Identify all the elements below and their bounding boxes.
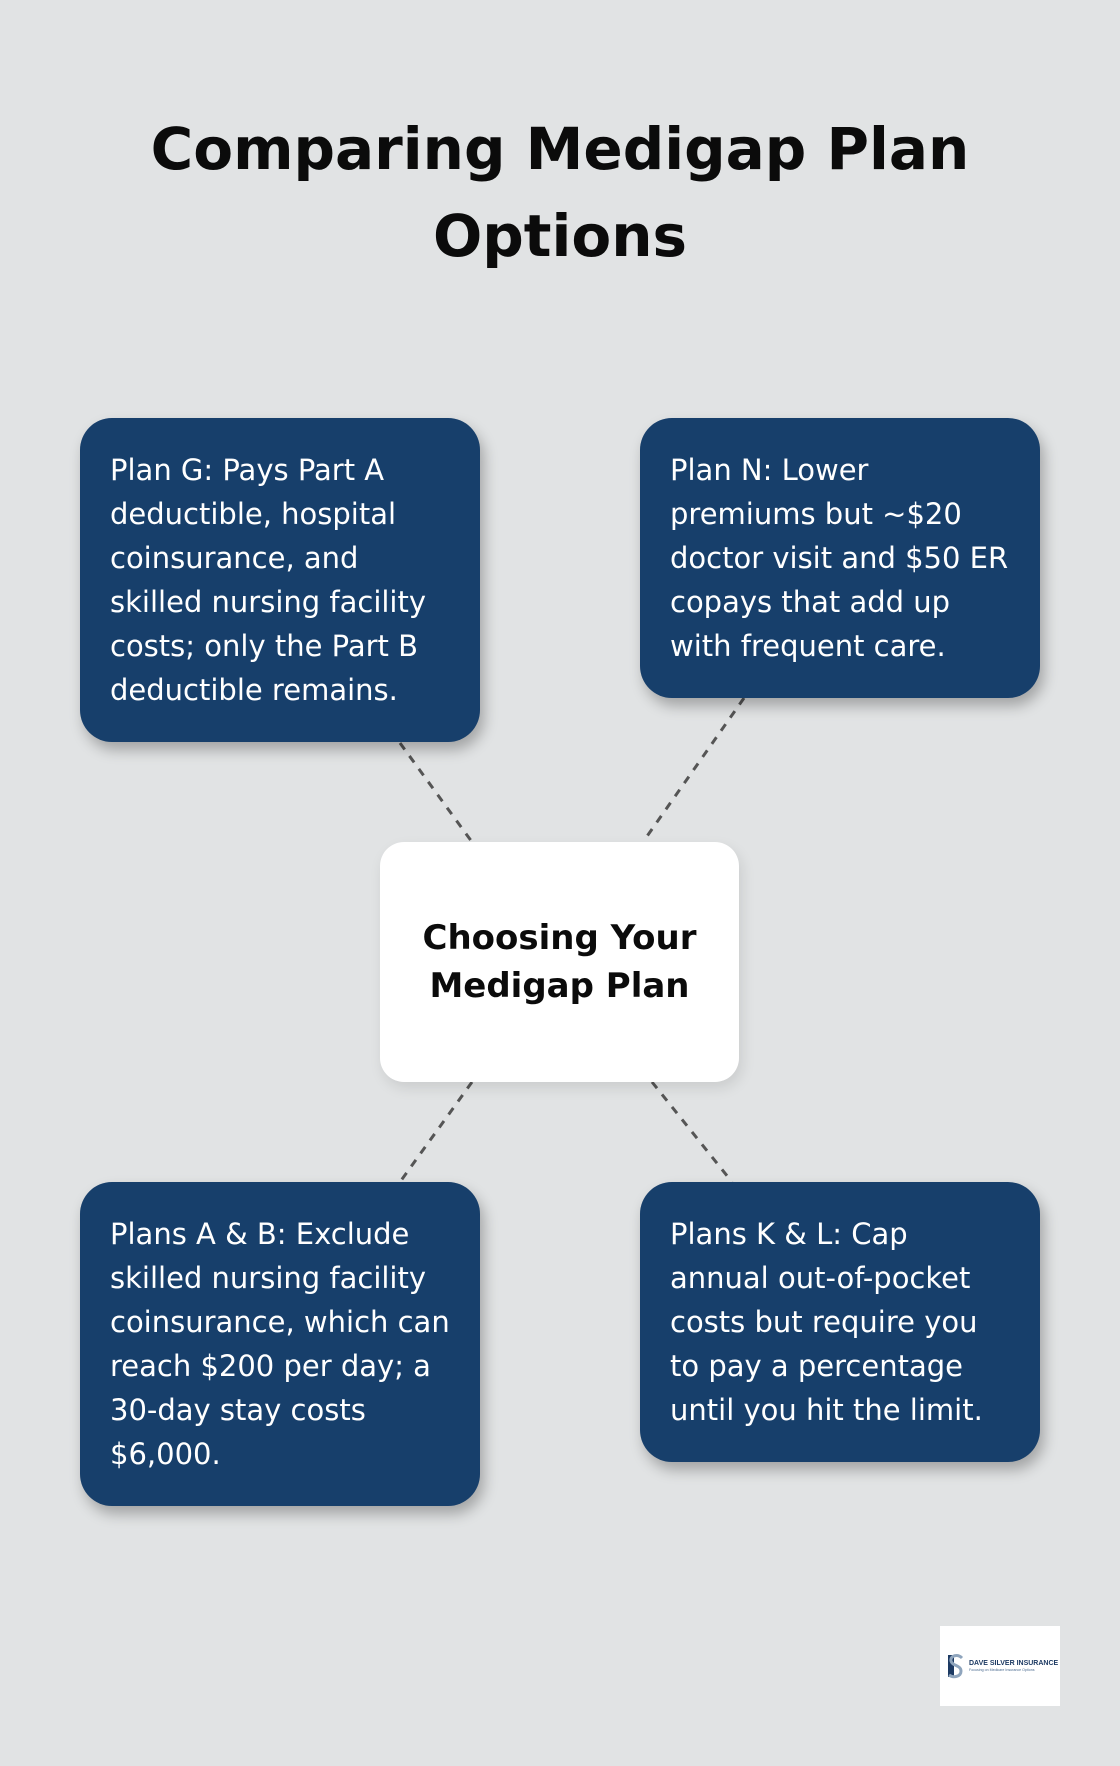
plans-kl-text: Plans K & L: Cap annual out-of-pocket costs but require you to pay a percentage until you hit the limit. <box>670 1217 983 1427</box>
connector-plans-ab <box>400 1082 472 1182</box>
plan-n-text: Plan N: Lower premiums but ~$20 doctor visit and $50 ER copays that add up with frequent care. <box>670 453 1009 663</box>
plan-g-text: Plan G: Pays Part A deductible, hospital coinsurance, and skilled nursing facility costs; only the Part B deductible remains. <box>110 453 427 707</box>
logo-name: DAVE SILVER INSURANCE <box>969 1660 1059 1667</box>
logo-tagline: Focusing on Medicare Insurance Options <box>969 1668 1035 1672</box>
page-title: Comparing Medigap Plan Options <box>150 115 970 270</box>
plan-g-card <box>80 418 480 742</box>
plans-ab-card <box>80 1182 480 1506</box>
plans-ab-text: Plans A & B: Exclude skilled nursing facility coinsurance, which can reach $200 per day; a 30-day stay costs $6,000. <box>110 1217 450 1471</box>
plans-kl-card <box>640 1182 1040 1462</box>
company-logo <box>940 1626 1060 1706</box>
logo-s-icon <box>944 1651 966 1681</box>
plan-n-card <box>640 418 1040 698</box>
connector-plans-kl <box>652 1082 732 1182</box>
center-label: Choosing Your Medigap Plan <box>422 918 697 1006</box>
center-node <box>380 842 739 1082</box>
connector-plan-g <box>400 743 472 842</box>
connector-plan-n <box>643 698 744 842</box>
